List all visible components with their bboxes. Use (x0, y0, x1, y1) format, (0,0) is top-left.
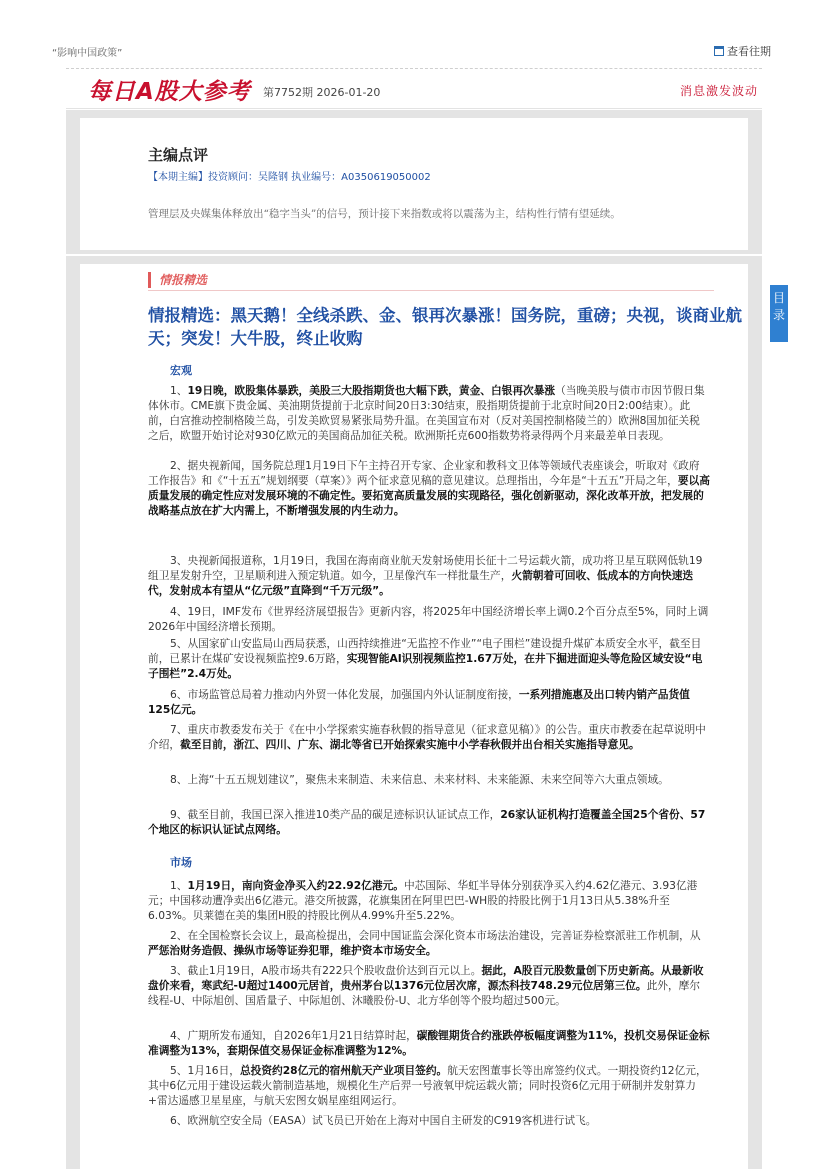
news-item: 2、在全国检察长会议上，最高检提出，会同中国证监会深化资本市场法治建设，完善证券检察派驻工作机制，从严惩治财务造假、操纵市场等证券犯罪，维护资本市场安全。 (148, 929, 701, 957)
news-item: 7、重庆市教委发布关于《在中小学探索实施春秋假的指导意见（征求意见稿）》的公告。重庆市教委在起草说明中介绍，截至目前，浙江、四川、广东、湖北等省已开始探索实施中小学春秋假并出台相关实施指导意见。 (148, 723, 706, 751)
section-title-market: 市场 (170, 856, 192, 869)
slogan-note: “影响中国政策” (52, 48, 123, 59)
table-of-contents-button[interactable]: 目录 (770, 285, 788, 342)
news-item: 9、截至目前，我国已深入推进10类产品的碳足迹标识认证试点工作，26家认证机构打造覆盖全国25个省份、57个地区的标识认证试点网络。 (148, 808, 706, 836)
issue-info: 第7752期 2026-01-20 (263, 86, 381, 99)
news-item: 6、市场监管总局着力推动内外贸一体化发展，加强国内外认证制度衔接，一系列措施惠及出口转内销产品货值125亿元。 (148, 688, 690, 716)
news-item: 4、广期所发布通知，自2026年1月21日结算时起，碳酸锂期货合约涨跌停板幅度调整为11%，投机交易保证金标准调整为13%，套期保值交易保证金标准调整为12%。 (148, 1029, 710, 1057)
editorial-text: 管理层及央媒集体释放出“稳字当头”的信号，预计接下来指数或将以震荡为主，结构性行情有望延续。 (148, 208, 621, 220)
news-item: 4、19日，IMF发布《世界经济展望报告》更新内容，将2025年中国经济增长率上调0.2个百分点至5%，同时上调2026年中国经济增长预期。 (148, 605, 709, 633)
divider (66, 68, 762, 69)
past-issues-link[interactable] (714, 43, 771, 59)
news-item: 2、据央视新闻，国务院总理1月19日下午主持召开专家、企业家和教科文卫体等领域代表座谈会，听取对《政府工作报告》和《“十五五”规划纲要（草案）》两个征求意见稿的意见建议。总理指出，今年是“十五五”开局之年，要以高质量发展的确定性应对发展环境的不确定性。要拓宽高质量发展的实现路径，强化创新驱动，深化改革开放，把发展的战略基点放在扩大内需上，不断增强发展的内生动力。 (148, 459, 710, 517)
news-item: 5、从国家矿山安监局山西局获悉，山西持续推进“无监控不作业”“电子围栏”建设提升煤矿本质安全水平，截至目前，已累计在煤矿安设视频监控9.6万路，实现智能AI识别视频监控1.67万处，在井下掘进面迎头等危险区域安设“电子围栏”2.4万处。 (148, 637, 703, 680)
section-tag-bar (148, 272, 714, 291)
news-item: 8、上海“十五五规划建议”，聚焦未来制造、未来信息、未来材料、未来能源、未来空间等六大重点领域。 (170, 773, 669, 786)
news-item: 1、1月19日，南向资金净买入约22.92亿港元。中芯国际、华虹半导体分别获净买入约4.62亿港元、3.93亿港元；中国移动遭净卖出6亿港元。港交所披露，花旗集团在阿里巴巴-WH股的持股比例于1月13日从5.38%升至6.03%。贝莱德在美的集团H股的持股比例从4.99%升至5.22%。 (148, 879, 698, 922)
news-item: 5、1月16日，总投资约28亿元的宿州航天产业项目签约。航天宏图董事长等出席签约仪式。一期投资约12亿元，其中6亿元用于建设运载火箭制造基地，规模化生产后羿一号液氧甲烷运载火箭；同时投资6亿元用于研制并发射算力+雷达遥感卫星星座，与航天宏图女娲星座组网运行。 (148, 1064, 707, 1107)
editor-info: 【本期主编】投资顾问：吴隆钢 执业编号：A0350619050002 (148, 172, 431, 183)
past-issues-label: 查看往期 (727, 45, 771, 58)
publication-logo: 每日A股大参考 (88, 79, 251, 105)
section-tag: 情报精选 (148, 272, 207, 288)
divider (66, 108, 762, 109)
editorial-card (80, 118, 748, 250)
news-item: 3、央视新闻报道称，1月19日，我国在海南商业航天发射场使用长征十二号运载火箭，成功将卫星互联网低轨19组卫星发射升空，卫星顺利进入预定轨道。如今，卫星像汽车一样批量生产，火箭朝着可回收、低成本的方向快速迭代，发射成本有望从“亿元级”直降到“千万元级”。 (148, 554, 703, 597)
news-card (80, 264, 748, 1169)
editorial-title: 主编点评 (148, 146, 209, 164)
news-item: 1、19日晚，欧股集体暴跌，美股三大股指期货也大幅下跌，黄金、白银再次暴涨（当晚美股与债市市因节假日集体休市。CME旗下贵金属、美油期货提前于北京时间20日3:30结束，股指期货提前于北京时间20日2:00结束）。此前，白宫推动控制格陵兰岛，引发美欧贸易紧张局势升温。在美国宣布对（反对美国控制格陵兰的）欧洲8国加征关税之后，欧盟开始讨论对930亿欧元的美国商品加征关税。欧洲斯托克600指数势将录得两个月来最差单日表现。 (148, 384, 705, 442)
news-item: 6、欧洲航空安全局（EASA）试飞员已开始在上海对中国自主研发的C919客机进行试飞。 (170, 1114, 597, 1127)
section-title-macro: 宏观 (170, 364, 192, 377)
header-slogan: 消息激发波动 (680, 84, 759, 98)
news-item: 3、截止1月19日，A股市场共有222只个股收盘价达到百元以上。据此，A股百元股数量创下历史新高。从最新收盘价来看，寒武纪-U超过1400元居首，贵州茅台以1376元位居次席，源杰科技748.29元位居第三位。此外，摩尔线程-U、中际旭创、国盾量子、中际旭创、沐曦股份-U、北方华创等个股均超过500元。 (148, 964, 704, 1007)
news-headline: 情报精选：黑天鹅！全线杀跌、金、银再次暴涨！国务院，重磅；央视，谈商业航天；突发！大牛股，终止收购 (148, 306, 742, 348)
calendar-icon (714, 46, 724, 56)
